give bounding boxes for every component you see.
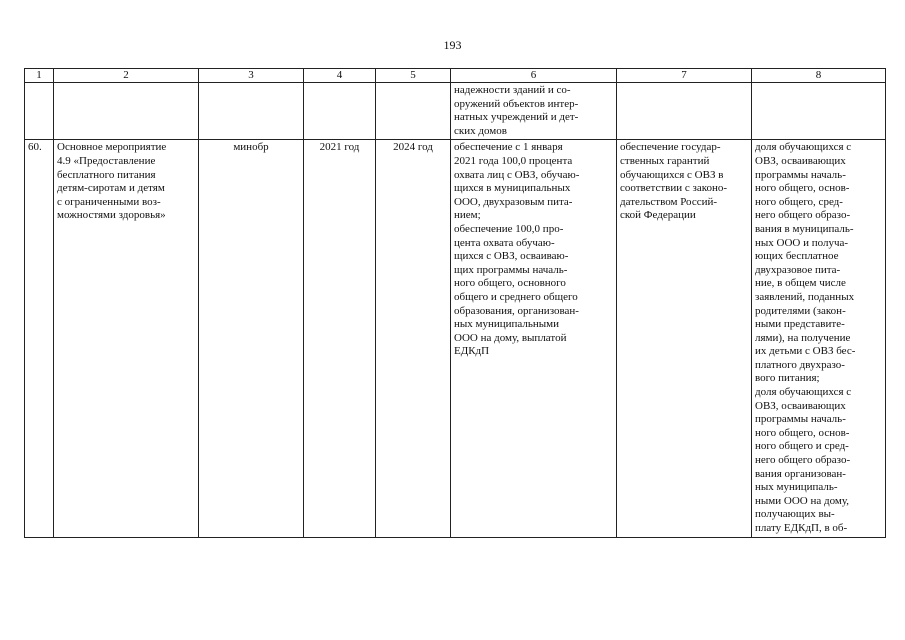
header-cell-1: 1	[25, 69, 54, 83]
event-name: Основное мероприятие 4.9 «Предоставление бесплатного питания детям-сиротам и детям с ограниченными воз- можностями здоровья»	[54, 140, 199, 537]
table-header-row	[25, 69, 886, 83]
indicator: доля обучающихся с ОВЗ, осваивающих программы началь- ного общего, основ- ного общего, сред- него общего образо- вания в муниципаль- ных ООО и получа- ющих бесплатное двухразовое пита- ние, в общем числе заявлений, поданных родителями (закон- ными представите- лями), на получение их детьми с ОВЗ бес- платного двухразо- вого питания; доля обучающихся с ОВЗ, осваивающих программы началь- ного общего, основ- ного общего и сред- него общего образо- вания организован- ных муниципаль- ными ООО на дому, получающих вы- плату ЕДКдП, в об-	[752, 140, 886, 537]
header-cell-4: 4	[304, 69, 376, 83]
cont-cell-1	[25, 83, 54, 140]
header-cell-6: 6	[451, 69, 617, 83]
row-number: 60.	[25, 140, 54, 537]
cont-cell-3	[199, 83, 304, 140]
header-cell-2: 2	[54, 69, 199, 83]
header-cell-5: 5	[376, 69, 451, 83]
cont-cell-7	[617, 83, 752, 140]
cont-cell-2	[54, 83, 199, 140]
table-row-60	[25, 140, 886, 537]
executor: минобр	[199, 140, 304, 537]
header-cell-8: 8	[752, 69, 886, 83]
expected-result: обеспечение с 1 января 2021 года 100,0 процента охвата лиц с ОВЗ, обучаю- щихся в муниципальных ООО, двухразовым пита- нием; обеспечение 100,0 про- цента охвата обучаю- щихся с ОВЗ, осваиваю- щих программы началь- ного общего, основного общего и среднего общего образования, организован- ных муниципальными ООО на дому, выплатой ЕДКдП	[451, 140, 617, 537]
header-cell-3: 3	[199, 69, 304, 83]
page-number: 193	[443, 38, 462, 52]
cont-cell-5	[376, 83, 451, 140]
link-to-indicators: обеспечение государ- ственных гарантий обучающихся с ОВЗ в соответствии с законо- дательством Россий- ской Федерации	[617, 140, 752, 537]
end-year: 2024 год	[376, 140, 451, 537]
table-row-continuation	[25, 83, 886, 140]
cont-cell-6-result: надежности зданий и со- оружений объектов интер- натных учреждений и дет- ских домов	[451, 83, 617, 140]
header-cell-7: 7	[617, 69, 752, 83]
cont-cell-4	[304, 83, 376, 140]
program-table	[24, 68, 886, 538]
start-year: 2021 год	[304, 140, 376, 537]
cont-cell-8	[752, 83, 886, 140]
